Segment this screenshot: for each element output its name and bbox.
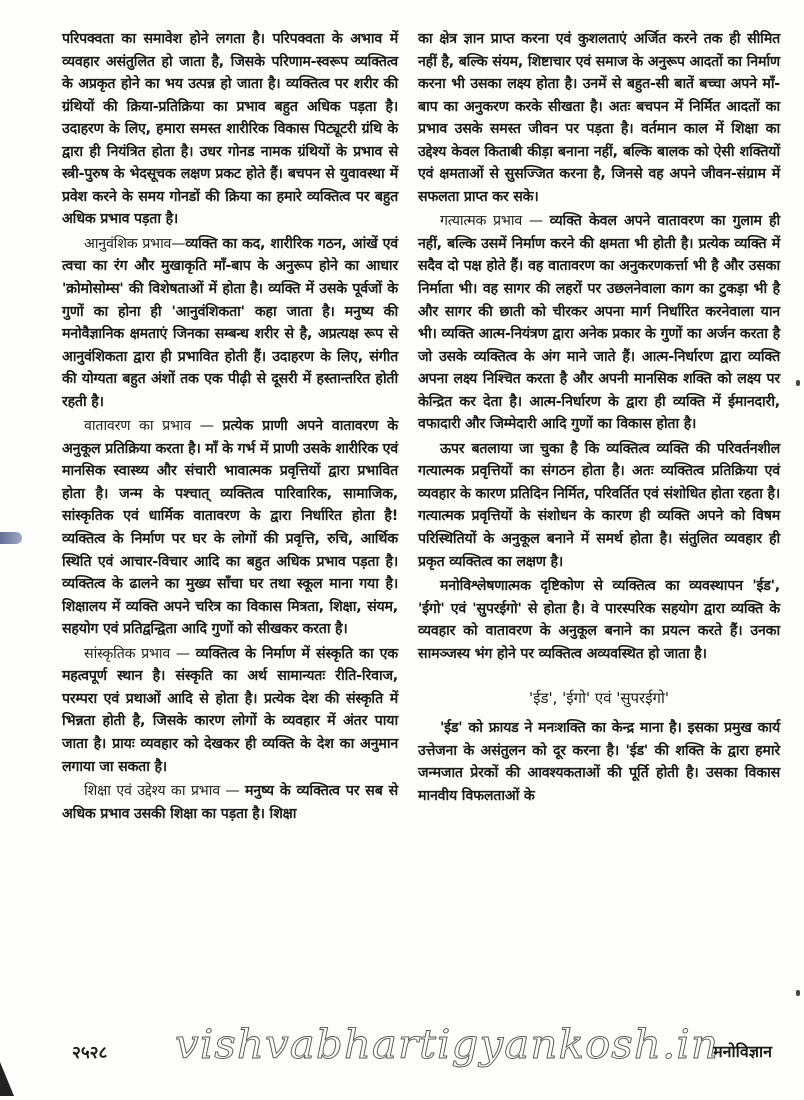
section-heading: 'ईड', 'ईगो' एवं 'सुपरईगो' <box>528 689 670 708</box>
paragraph-environment-influence <box>62 415 398 640</box>
running-footer-title: मनोविज्ञान <box>713 1042 772 1061</box>
paragraph <box>418 438 780 573</box>
watermark: vishvabhartigyankosh.in <box>175 1022 719 1068</box>
paragraph-lead: वातावरण का प्रभाव — <box>84 418 223 435</box>
paragraph-lead: शिक्षा एवं उद्देश्य का प्रभाव — <box>84 783 246 800</box>
paragraph-psychoanalytic <box>418 575 780 665</box>
paragraph-education-influence <box>62 780 398 825</box>
scan-artifact-dot <box>796 380 800 386</box>
paragraph <box>418 28 780 208</box>
paragraph-lead: गत्यात्मक प्रभाव — <box>440 213 550 230</box>
left-column <box>62 28 398 827</box>
paragraph-id <box>418 717 780 807</box>
paragraph-text: प्रत्येक प्राणी अपने वातावरण के अनुकूल प्रतिक्रिया करता है। माँ के गर्भ में प्राणी उसके शारीरिक एवं मानसिक स्वास्थ्य और संचारी भावात्मक प्रवृत्तियों द्वारा प्रभावित होता है। जन्म के पश्चात् व्यक्तित्व पारिवारिक, सामाजिक, सांस्कृतिक एवं धार्मिक वातावरण के द्वारा निर्धारित होता है! व्यक्तित्व के निर्माण पर घर के लोगों की प्रवृत्ति, रुचि, आर्थिक स्थिति एवं आचार-विचार आदि का बहुत अधिक प्रभाव पड़ता है। व्यक्तित्व के ढालने का मुख्य साँचा घर तथा स्कूल माना गया है। शिक्षालय में व्यक्ति अपने चरित्र का विकास मित्रता, शिक्षा, संयम, सहयोग एवं प्रतिद्वन्द्विता आदि गुणों को सीखकर करता है। <box>62 418 398 638</box>
paragraph-text: ऊपर बतलाया जा चुका है कि व्यक्तित्व व्यक्ति की परिवर्तनशील गत्यात्मक प्रवृत्तियों का संगठन होता है। अतः व्यक्तित्व प्रतिक्रिया एवं व्यवहार के कारण प्रतिदिन निर्मित, परिवर्तित एवं संशोधित होता रहता है। गत्यात्मक प्रवृत्तियों के संशोधन के कारण ही व्यक्ति अपने को विषम परिस्थितियों के अनुकूल बनाने में समर्थ होता है। संतुलित व्यवहार ही प्रकृत व्यक्तित्व का लक्षण है। <box>418 440 780 570</box>
paragraph-dynamic-influence <box>418 210 780 435</box>
paragraph-text: 'ईड' को फ्रायड ने मनःशक्ति का केन्द्र माना है। इसका प्रमुख कार्य उत्तेजना के असंतुलन को दूर करना है। 'ईड' की शक्ति के द्वारा हमारे जन्मजात प्रेरकों की आवश्यकताओं की पूर्ति होती है। उसका विकास मानवीय विफलताओं के <box>418 720 780 804</box>
right-column <box>418 28 780 810</box>
scan-artifact-pen-tip <box>0 532 22 544</box>
paragraph-cultural-influence <box>62 643 398 778</box>
paragraph-text: परिपक्वता का समावेश होने लगता है। परिपक्वता के अभाव में व्यवहार असंतुलित हो जाता है, जिसके परिणाम-स्वरूप व्यक्तित्व के अप्रकृत होने का भय उत्पन्न हो जाता है। व्यक्तित्व पर शरीर की ग्रंथियों की क्रिया-प्रतिक्रिया का प्रभाव बहुत अधिक पड़ता है। उदाहरण के लिए, हमारा समस्त शारीरिक विकास पिट्यूटरी ग्रंथि के द्वारा ही नियंत्रित होता है। उधर गोनड नामक ग्रंथियों के प्रभाव से स्त्री-पुरुष के भेदसूचक लक्षण प्रकट होते हैं। बचपन से युवावस्था में प्रवेश करने के समय गोनडों की क्रिया का हमारे व्यक्तित्व पर बहुत अधिक प्रभाव पड़ता है। <box>62 31 398 228</box>
scan-artifact-dot <box>796 990 800 996</box>
paragraph-lead: आनुवंशिक प्रभाव— <box>84 235 186 252</box>
scan-artifact-corner-shadow <box>0 1062 14 1096</box>
page-number: २५२८ <box>72 1043 108 1063</box>
paragraph <box>62 28 398 231</box>
paragraph-text: मनुष्य के व्यक्तित्व पर सब से अधिक प्रभाव उसकी शिक्षा का पड़ता है। शिक्षा <box>62 783 398 822</box>
paragraph-text: व्यक्ति केवल अपने वातावरण का गुलाम ही नहीं, बल्कि उसमें निर्माण करने की क्षमता भी होती है। प्रत्येक व्यक्ति में सदैव दो पक्ष होते हैं। वह वातावरण का अनुकरणकर्त्ता भी है और उसका निर्माता भी। वह सागर की लहरों पर उछलनेवाला काग का टुकड़ा भी है और सागर की छाती को चीरकर अपना मार्ग निर्धारित करनेवाला यान भी। व्यक्ति आत्म-नियंत्रण द्वारा अनेक प्रकार के गुणों का अर्जन करता है जो उसके व्यक्तित्व के अंग माने जाते हैं। आत्म-निर्धारण द्वारा व्यक्ति अपना लक्ष्य निश्चित करता है और अपनी मानसिक शक्ति को लक्ष्य पर केन्द्रित कर देता है। आत्म-निर्धारण के द्वारा ही व्यक्ति में ईमानदारी, वफादारी और जिम्मेदारी आदि गुणों का विकास होता है। <box>418 213 780 433</box>
paragraph-text: मनोविश्लेषणात्मक दृष्टिकोण से व्यक्तित्व का व्यवस्थापन 'ईड', 'ईगो' एवं 'सुपरईगो' से होता है। वे पारस्परिक सहयोग द्वारा व्यक्ति के व्यवहार को वातावरण के अनुकूल बनाने का प्रयत्न करते हैं। उनका सामञ्जस्य भंग होने पर व्यक्तित्व अव्यवस्थित हो जाता है। <box>418 578 780 662</box>
paragraph-text: का क्षेत्र ज्ञान प्राप्त करना एवं कुशलताएं अर्जित करने तक ही सीमित नहीं है, बल्कि संयम, शिष्टाचार एवं समाज के अनुरूप आदतों का निर्माण करना भी उसका लक्ष्य होता है। उनमें से बहुत-सी बातें बच्चा अपने माँ-बाप का अनुकरण करके सीखता है। अतः बचपन में निर्मित आदतों का प्रभाव उसके समस्त जीवन पर पड़ता है। वर्तमान काल में शिक्षा का उद्देश्य केवल किताबी कीड़ा बनाना नहीं, बल्कि बालक को ऐसी शक्तियों एवं क्षमताओं से सुसज्जित करना है, जिनसे वह अपने जीवन-संग्राम में सफलता प्राप्त कर सके। <box>418 31 780 205</box>
paragraph-text: व्यक्तित्व के निर्माण में संस्कृति का एक महत्वपूर्ण स्थान है। संस्कृति का अर्थ सामान्यतः रीति-रिवाज, परम्परा एवं प्रथाओं आदि से होता है। प्रत्येक देश की संस्कृति में भिन्नता होती है, जिसके कारण लोगों के व्यवहार में अंतर पाया जाता है। प्रायः व्यवहार को देखकर ही व्यक्ति के देश का अनुमान लगाया जा सकता है। <box>62 645 398 775</box>
paragraph-text: व्यक्ति का कद, शारीरिक गठन, आंखें एवं त्वचा का रंग और मुखाकृति माँ-बाप के अनुरूप होने का आधार 'क्रोमोसोम्स' की विशेषताओं में होता है। व्यक्ति में उसके पूर्वजों के गुणों का होना ही 'आनुवंशिकता' कहा जाता है। मनुष्य की मनोवैज्ञानिक क्षमताएं जिनका सम्बन्ध शरीर से है, अप्रत्यक्ष रूप से आनुवंशिकता द्वारा ही प्रभावित होती हैं। उदाहरण के लिए, संगीत की योग्यता बहुत अंशों तक एक पीढ़ी से दूसरी में हस्तान्तरित होती रहती है। <box>62 235 398 410</box>
paragraph-hereditary-influence <box>62 233 398 413</box>
paragraph-lead: सांस्कृतिक प्रभाव — <box>84 645 196 662</box>
